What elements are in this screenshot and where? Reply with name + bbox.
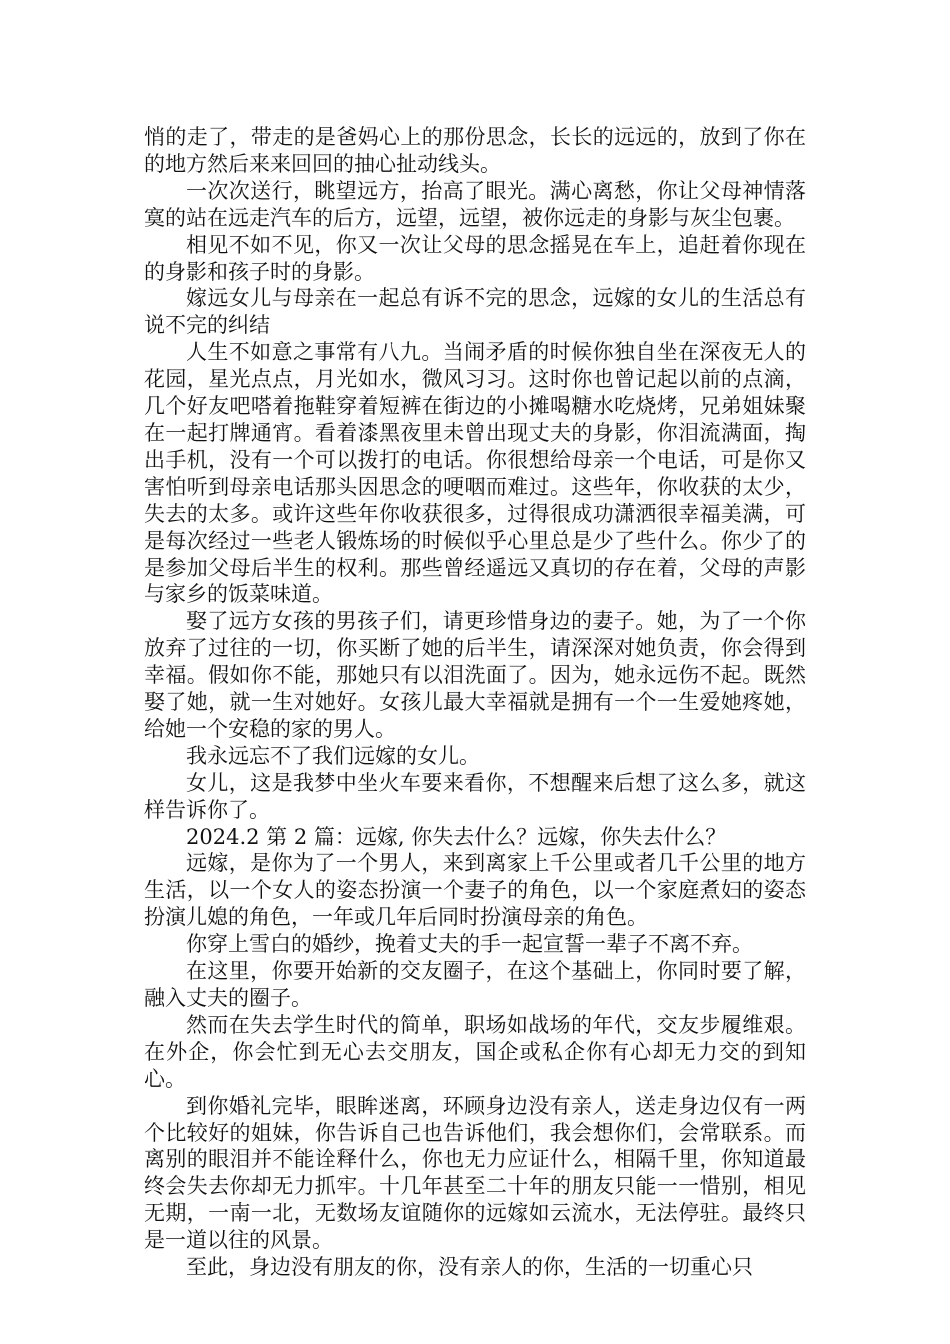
paragraph: 你穿上雪白的婚纱，挽着丈夫的手一起宣誓一辈子不离不弃。 <box>186 932 753 957</box>
paragraph: 人生不如意之事常有八九。当闹矛盾的时候你独自坐在深夜无人的花园，星光点点，月光如水，微风习习。这时你也曾记起以前的点滴，几个好友吧嗒着拖鞋穿着短裤在街边的小摊喝糖水吃烧烤，兄弟姐妹聚在一起打牌通宵。看着漆黑夜里未曾出现丈夫的身影，你泪流满面，掏出手机，没有一个可以拨打的电话。你很想给母亲一个电话，可是你又害怕听到母亲电话那头因思念的哽咽而难过。这些年，你收获的太少，失去的太多。或许这些年你收获很多，过得很成功潇洒很幸福美满，可是每次经过一些老人锻炼场的时候似乎心里总是少了些什么。你少了的是参加父母后半生的权利。那些曾经遥远又真切的存在着，父母的声影与家乡的饭菜味道。 <box>144 340 806 607</box>
paragraph: 悄的走了，带走的是爸妈心上的那份思念，长长的远远的，放到了你在的地方然后来来回回的抽心扯动线头。 <box>144 125 806 176</box>
section-heading: 2024.2 第 2 篇：远嫁, 你失去什么？远嫁，你失去什么？ <box>186 824 727 849</box>
paragraph: 女儿，这是我梦中坐火车要来看你，不想醒来后想了这么多，就这样告诉你了。 <box>144 770 806 822</box>
paragraph: 至此，身边没有朋友的你，没有亲人的你，生活的一切重心只 <box>186 1255 753 1280</box>
paragraph: 我永远忘不了我们远嫁的女儿。 <box>186 743 480 768</box>
paragraph: 一次次送行，眺望远方，抬高了眼光。满心离愁，你让父母神情落寞的站在远走汽车的后方，远望，远望，被你远走的身影与灰尘包裹。 <box>144 178 806 230</box>
paragraph: 相见不如不见，你又一次让父母的思念摇晃在车上，追赶着你现在的身影和孩子时的身影。 <box>144 232 806 284</box>
paragraph: 然而在失去学生时代的简单，职场如战场的年代，交友步履维艰。在外企，你会忙到无心去交朋友，国企或私企你有心却无力交的到知心。 <box>144 1012 806 1091</box>
paragraph: 嫁远女儿与母亲在一起总有诉不完的思念，远嫁的女儿的生活总有说不完的纠结 <box>144 286 806 338</box>
paragraph: 在这里，你要开始新的交友圈子，在这个基础上，你同时要了解，融入丈夫的圈子。 <box>144 959 806 1010</box>
document-page <box>144 124 806 1281</box>
paragraph: 远嫁，是你为了一个男人，来到离家上千公里或者几千公里的地方生活，以一个女人的姿态扮演一个妻子的角色，以一个家庭煮妇的姿态扮演儿媳的角色，一年或几年后同时扮演母亲的角色。 <box>144 851 806 930</box>
paragraph: 到你婚礼完毕，眼眸迷离，环顾身边没有亲人，送走身边仅有一两个比较好的姐妹，你告诉自己也告诉他们，我会想你们，会常联系。而离别的眼泪并不能诠释什么，你也无力应证什么，相隔千里，你知道最终会失去你却无力抓牢。十几年甚至二十年的朋友只能一一惜别，相见无期，一南一北，无数场友谊随你的远嫁如云流水，无法停驻。最终只是一道以往的风景。 <box>144 1093 806 1253</box>
paragraph: 娶了远方女孩的男孩子们，请更珍惜身边的妻子。她，为了一个你放弃了过往的一切，你买断了她的后半生，请深深对她负责，你会得到幸福。假如你不能，那她只有以泪洗面了。因为，她永远伤不起。既然娶了她，就一生对她好。女孩儿最大幸福就是拥有一个一生爱她疼她，给她一个安稳的家的男人。 <box>144 609 806 741</box>
